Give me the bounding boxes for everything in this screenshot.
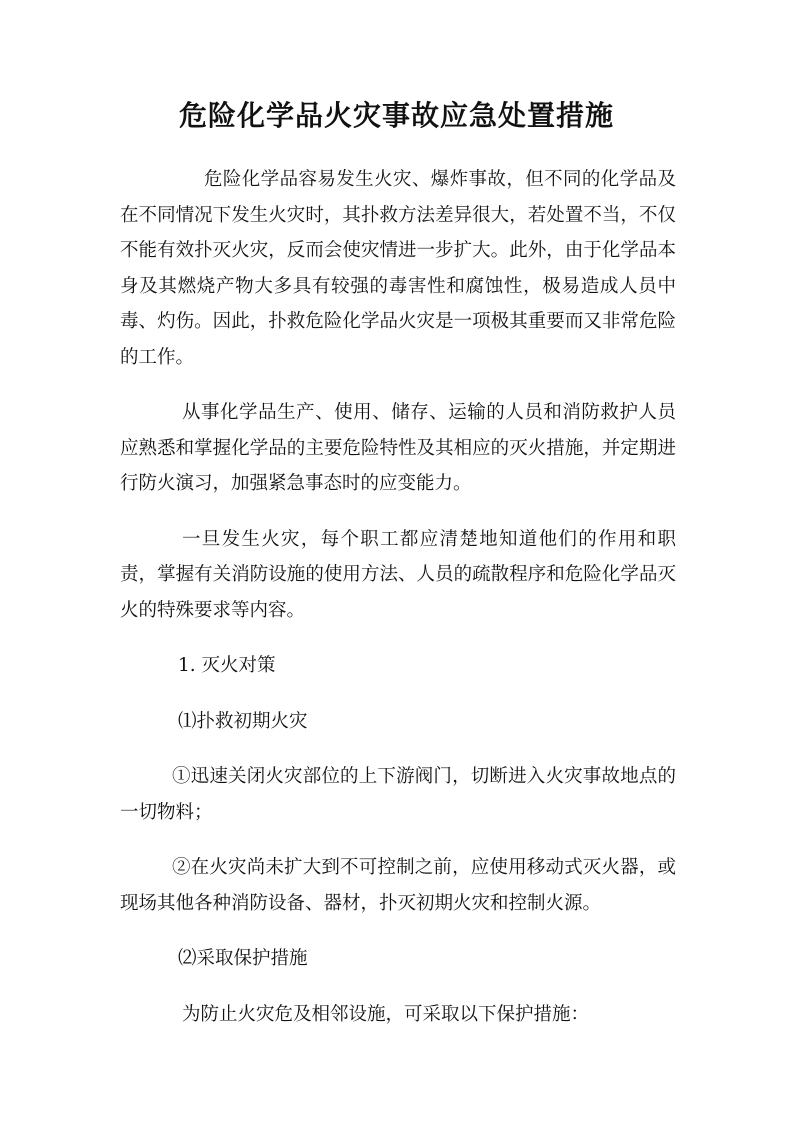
document-title: 危险化学品火灾事故应急处置措施 bbox=[178, 99, 614, 132]
subsection-heading-initial-fire: ⑴扑救初期火灾 bbox=[178, 710, 308, 732]
list-item-close-valves: ①迅速关闭火灾部位的上下游阀门，切断进入火灾事故地点的一切物料； bbox=[120, 766, 676, 823]
training-paragraph: 从事化学品生产、使用、储存、运输的人员和消防救护人员应熟悉和掌握化学品的主要危险特性及其相应的灭火措施，并定期进行防火演习，加强紧急事态时的应变能力。 bbox=[120, 402, 676, 494]
protective-measures-intro: 为防止火灾危及相邻设施，可采取以下保护措施： bbox=[182, 1003, 590, 1025]
responsibility-paragraph: 一旦发生火灾，每个职工都应清楚地知道他们的作用和职责，掌握有关消防设施的使用方法、人员的疏散程序和危险化学品灭火的特殊要求等内容。 bbox=[120, 528, 676, 621]
document-body bbox=[120, 162, 676, 1052]
list-item-portable-extinguishers: ②在火灾尚未扩大到不可控制之前，应使用移动式灭火器，或现场其他各种消防设备、器材，扑灭初期火灾和控制火源。 bbox=[120, 857, 676, 914]
subsection-heading-protective-measures: ⑵采取保护措施 bbox=[178, 948, 308, 969]
intro-paragraph: 危险化学品容易发生火灾、爆炸事故，但不同的化学品及在不同情况下发生火灾时，其扑救方法差异很大，若处置不当，不仅不能有效扑灭火灾，反而会使灾情进一步扩大。此外，由于化学品本身及其燃烧产物大多具有较强的毒害性和腐蚀性，极易造成人员中毒、灼伤。因此，扑救危险化学品火灾是一项极其重要而又非常危险的工作。 bbox=[120, 169, 676, 368]
section-heading-firefighting-countermeasures: 1. 灭火对策 bbox=[178, 655, 276, 676]
